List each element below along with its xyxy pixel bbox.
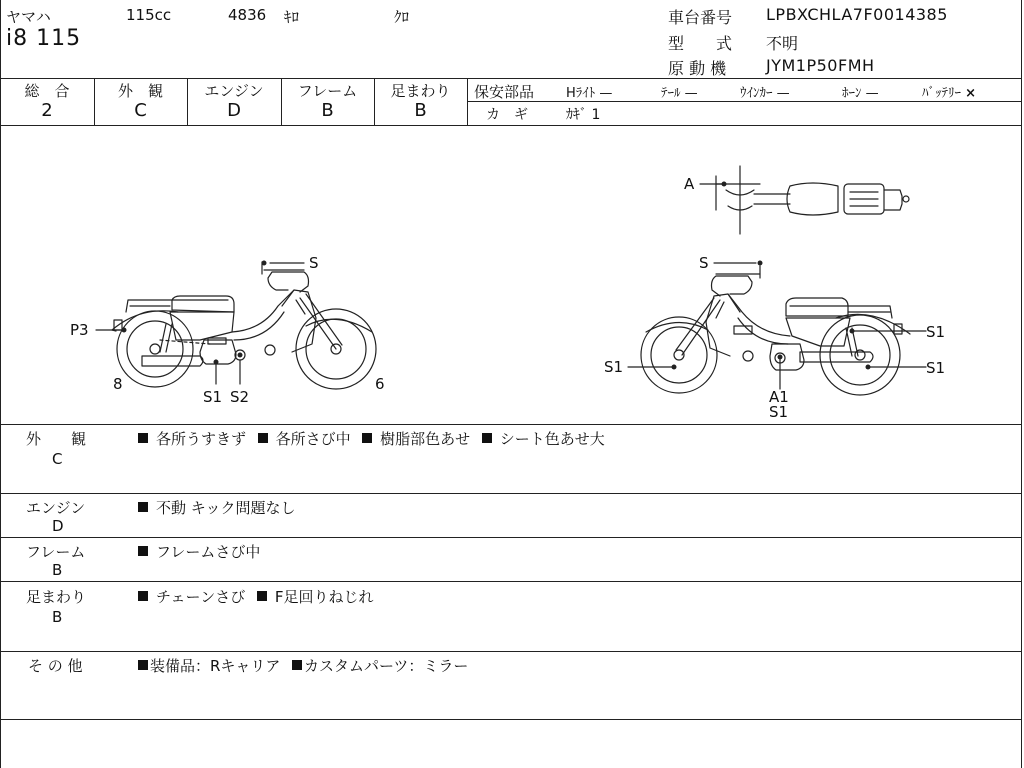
grade-label-suspension: 足まわり xyxy=(390,82,451,100)
remark-grade-suspension: B xyxy=(52,608,63,626)
remark-grade-frame: B xyxy=(52,561,63,579)
left-label-s2: S2 xyxy=(230,388,250,406)
grid-line xyxy=(0,651,1022,652)
grade-value-frame: B xyxy=(321,100,334,121)
safety-item-tail: ﾃｰﾙ — xyxy=(661,86,698,101)
left-label-6: 6 xyxy=(375,375,385,393)
safety-item-winker: ｳｲﾝｶｰ — xyxy=(740,86,790,101)
grade-value-exterior: C xyxy=(134,100,147,121)
remark-items-other: 装備品：Rキャリア カスタムパーツ：ミラー xyxy=(136,655,468,676)
remark-grade-exterior: C xyxy=(52,450,63,468)
left-label-s1: S1 xyxy=(203,388,223,406)
safety-item-headlight: Hﾗｲﾄ — xyxy=(566,86,613,101)
grade-value-suspension: B xyxy=(414,100,427,121)
engine-label: 原 動 機 xyxy=(668,59,727,78)
type-value: 不明 xyxy=(766,34,799,53)
grid-line xyxy=(0,78,1022,79)
displacement: 115cc xyxy=(126,6,172,24)
remark-label-exterior: 外 観 xyxy=(26,430,87,448)
grade-label-overall: 総 合 xyxy=(24,82,70,100)
frame-no: LPBXCHLA7F0014385 xyxy=(766,5,948,24)
grid-line xyxy=(0,719,1022,720)
remark-items-engine: 不動 キック問題なし xyxy=(136,497,295,518)
type-label: 型 式 xyxy=(668,34,733,53)
remark-items-frame: フレームさび中 xyxy=(136,541,260,562)
color: ｸﾛ xyxy=(394,8,410,26)
safety-item-battery: ﾊﾞｯﾃﾘｰ × xyxy=(922,86,977,101)
right-label-a1: A1 xyxy=(769,388,789,406)
right-label-s1-rear-bottom: S1 xyxy=(926,359,946,377)
maker: ヤマハ xyxy=(6,8,51,26)
damage-diagram xyxy=(0,126,1022,424)
remark-items-exterior: 各所うすきず 各所さび中 樹脂部色あせ シート色あせ大 xyxy=(136,428,605,449)
frame-no-label: 車台番号 xyxy=(668,8,733,27)
grid-line xyxy=(0,537,1022,538)
remark-label-other: そ の 他 xyxy=(28,657,83,675)
grade-label-engine: エンジン xyxy=(204,82,264,100)
mileage: 4836 xyxy=(228,6,267,24)
remark-label-frame: フレーム xyxy=(26,543,86,561)
grade-value-engine: D xyxy=(227,100,241,121)
safety-label: 保安部品 xyxy=(474,83,535,101)
right-label-s1-bottom: S1 xyxy=(769,403,789,421)
remark-label-engine: エンジン xyxy=(26,499,86,517)
grid-line xyxy=(0,581,1022,582)
grade-label-exterior: 外 観 xyxy=(117,82,163,100)
right-label-s1-rear-top: S1 xyxy=(926,323,946,341)
remark-grade-engine: D xyxy=(52,517,64,535)
key-value: ｶｷﾞ 1 xyxy=(566,107,601,123)
model-name: i8 115 xyxy=(6,26,82,51)
grid-line xyxy=(0,493,1022,494)
top-label-a: A xyxy=(684,175,695,193)
key-label: カ ギ xyxy=(486,107,528,123)
damage-markers xyxy=(122,182,871,370)
safety-item-horn: ﾎｰﾝ — xyxy=(842,86,879,101)
left-label-s: S xyxy=(309,254,319,272)
remark-items-suspension: チェーンさび F足回りねじれ xyxy=(136,586,373,607)
engine-value: JYM1P50FMH xyxy=(766,56,875,75)
mileage-unit: ｷﾛ xyxy=(284,8,300,26)
right-label-s: S xyxy=(699,254,709,272)
grade-label-frame: フレーム xyxy=(297,82,358,100)
left-label-8: 8 xyxy=(113,375,123,393)
remark-label-suspension: 足まわり xyxy=(26,588,87,606)
left-label-p3: P3 xyxy=(70,321,89,339)
grid-line xyxy=(0,424,1022,425)
grade-value-overall: 2 xyxy=(41,100,53,121)
grid-line xyxy=(467,78,468,126)
left-side-bike-icon xyxy=(112,262,376,389)
grid-line xyxy=(467,101,1022,102)
right-label-s1-front: S1 xyxy=(604,358,624,376)
top-view-bike-icon xyxy=(716,166,909,234)
